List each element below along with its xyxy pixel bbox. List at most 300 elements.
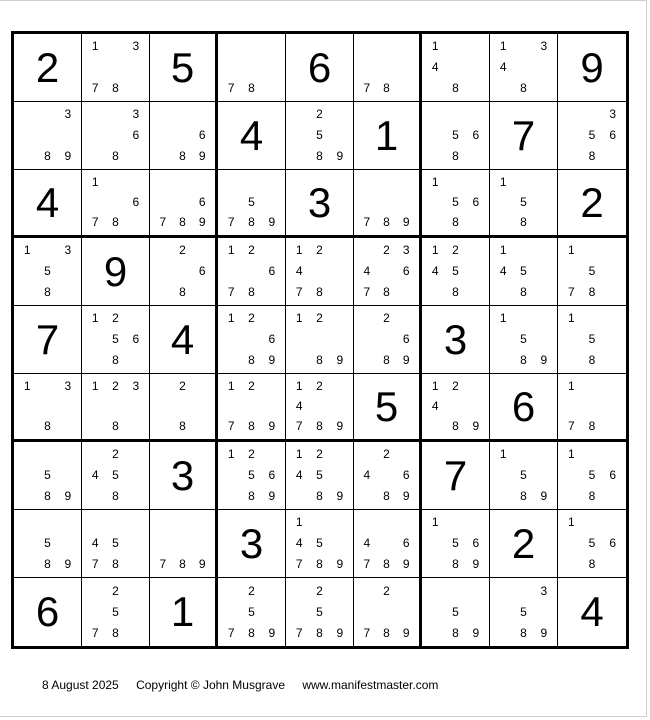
candidate-digit <box>85 192 105 212</box>
given-digit: 2 <box>35 43 60 91</box>
candidate-digit: 8 <box>452 148 459 163</box>
candidate-digit <box>192 396 212 416</box>
candidate-digit: 8 <box>112 419 119 433</box>
candidate-digit: 9 <box>336 488 344 503</box>
candidate-digit: 9 <box>64 488 72 503</box>
sudoku-cell[interactable] <box>422 102 490 170</box>
candidate-digit <box>396 601 416 622</box>
candidate-digit: 2 <box>316 107 323 122</box>
sudoku-cell[interactable] <box>286 238 354 306</box>
sudoku-cell[interactable] <box>558 374 626 442</box>
candidate-digit <box>466 396 486 416</box>
candidate-digit: 1 <box>227 379 235 393</box>
sudoku-cell[interactable] <box>422 510 490 578</box>
candidate-digit: 9 <box>402 556 410 571</box>
candidate-digit <box>289 145 309 166</box>
candidate-digit: 6 <box>402 467 410 482</box>
candidate-digit: 8 <box>452 625 459 640</box>
candidate-digit <box>330 329 350 350</box>
candidate-digit <box>466 36 486 57</box>
candidate-digit <box>37 396 57 416</box>
given-digit: 1 <box>170 588 195 635</box>
candidate-digit <box>582 396 603 416</box>
candidate-grid <box>85 308 146 370</box>
candidate-digit: 9 <box>198 148 206 163</box>
candidate-digit: 5 <box>248 467 255 482</box>
candidate-digit <box>357 172 377 192</box>
candidate-digit <box>377 329 397 350</box>
sudoku-cell[interactable] <box>422 442 490 510</box>
candidate-grid <box>289 376 350 436</box>
candidate-digit <box>466 104 486 125</box>
candidate-digit <box>37 240 57 261</box>
candidate-digit <box>425 553 445 574</box>
sudoku-cell[interactable] <box>82 238 150 306</box>
sudoku-cell[interactable] <box>82 374 150 442</box>
sudoku-cell[interactable] <box>14 34 82 102</box>
candidate-digit <box>105 396 125 416</box>
candidate-digit: 5 <box>452 263 459 278</box>
sudoku-cell[interactable] <box>354 306 422 374</box>
candidate-digit: 3 <box>402 243 410 258</box>
sudoku-cell[interactable] <box>490 170 558 238</box>
candidate-grid <box>425 580 486 643</box>
candidate-digit: 7 <box>91 80 99 95</box>
candidate-digit <box>85 145 105 166</box>
candidate-grid <box>221 376 282 436</box>
candidate-digit <box>221 261 241 282</box>
given-digit: 3 <box>443 315 468 363</box>
candidate-digit: 8 <box>588 419 596 433</box>
sudoku-cell[interactable] <box>82 34 150 102</box>
candidate-digit: 1 <box>499 39 507 54</box>
given-digit: 5 <box>170 43 195 91</box>
sudoku-cell[interactable] <box>354 34 422 102</box>
candidate-digit <box>126 601 146 622</box>
sudoku-cell[interactable] <box>82 306 150 374</box>
sudoku-cell[interactable] <box>218 170 286 238</box>
candidate-digit <box>466 172 486 192</box>
candidate-digit <box>153 533 173 554</box>
sudoku-cell[interactable] <box>558 238 626 306</box>
candidate-digit: 5 <box>112 535 119 550</box>
candidate-digit <box>445 172 465 192</box>
candidate-digit <box>126 485 146 506</box>
sudoku-cell[interactable] <box>218 306 286 374</box>
candidate-digit <box>153 281 173 302</box>
candidate-digit <box>466 77 486 98</box>
candidate-grid <box>425 36 486 98</box>
candidate-digit: 2 <box>316 311 323 326</box>
sudoku-cell[interactable] <box>218 238 286 306</box>
given-digit: 2 <box>511 519 536 567</box>
candidate-digit: 8 <box>112 556 119 571</box>
sudoku-cell[interactable] <box>218 578 286 646</box>
sudoku-cell[interactable] <box>218 102 286 170</box>
candidate-digit <box>262 580 282 601</box>
candidate-digit <box>445 512 465 533</box>
candidate-digit <box>513 580 533 601</box>
candidate-digit: 1 <box>431 243 439 258</box>
candidate-digit <box>153 145 173 166</box>
candidate-digit <box>105 192 125 212</box>
candidate-digit <box>330 281 350 302</box>
sudoku-cell[interactable] <box>218 510 286 578</box>
sudoku-cell[interactable] <box>218 34 286 102</box>
sudoku-cell[interactable] <box>150 374 218 442</box>
candidate-digit <box>17 533 37 554</box>
sudoku-cell[interactable] <box>150 34 218 102</box>
candidate-grid <box>561 104 623 166</box>
candidate-grid <box>85 444 146 506</box>
candidate-digit: 5 <box>520 467 527 482</box>
candidate-digit <box>357 308 377 329</box>
sudoku-cell[interactable] <box>286 170 354 238</box>
candidate-digit: 6 <box>472 195 480 209</box>
candidate-digit <box>330 444 350 465</box>
sudoku-cell[interactable] <box>558 306 626 374</box>
candidate-digit <box>445 36 465 57</box>
sudoku-cell[interactable] <box>218 442 286 510</box>
candidate-digit: 1 <box>23 243 31 258</box>
sudoku-cell[interactable] <box>490 578 558 646</box>
candidate-digit <box>377 192 397 212</box>
candidate-digit: 7 <box>295 419 303 433</box>
candidate-grid <box>153 172 212 232</box>
candidate-digit: 8 <box>452 556 459 571</box>
candidate-digit <box>105 125 125 146</box>
candidate-digit <box>330 104 350 125</box>
candidate-digit: 1 <box>91 379 99 393</box>
sudoku-cell[interactable] <box>150 306 218 374</box>
sudoku-cell[interactable] <box>422 238 490 306</box>
sudoku-cell[interactable] <box>14 170 82 238</box>
candidate-digit <box>377 57 397 78</box>
candidate-digit <box>377 512 397 533</box>
candidate-digit <box>17 145 37 166</box>
candidate-digit: 9 <box>198 556 206 571</box>
sudoku-cell[interactable] <box>558 102 626 170</box>
sudoku-cell[interactable] <box>286 102 354 170</box>
sudoku-cell[interactable] <box>354 442 422 510</box>
sudoku-cell[interactable] <box>286 306 354 374</box>
candidate-digit: 6 <box>132 331 140 346</box>
candidate-grid <box>221 36 282 98</box>
sudoku-cell[interactable] <box>218 374 286 442</box>
sudoku-cell[interactable] <box>150 170 218 238</box>
candidate-digit <box>221 192 241 212</box>
candidate-digit <box>17 281 37 302</box>
candidate-digit <box>192 376 212 396</box>
candidate-digit <box>357 329 377 350</box>
candidate-digit <box>37 376 57 396</box>
candidate-digit: 6 <box>609 535 616 550</box>
candidate-digit: 9 <box>64 556 72 571</box>
candidate-grid <box>493 444 554 506</box>
candidate-digit: 8 <box>112 625 119 640</box>
candidate-digit: 8 <box>316 284 323 299</box>
candidate-digit: 1 <box>91 311 99 326</box>
sudoku-cell[interactable] <box>286 34 354 102</box>
sudoku-cell[interactable] <box>558 34 626 102</box>
sudoku-cell[interactable] <box>422 306 490 374</box>
sudoku-cell[interactable] <box>286 374 354 442</box>
candidate-grid <box>153 240 212 302</box>
sudoku-cell[interactable] <box>354 578 422 646</box>
sudoku-cell[interactable] <box>422 170 490 238</box>
candidate-digit <box>105 104 125 125</box>
sudoku-cell[interactable] <box>490 238 558 306</box>
candidate-digit <box>105 36 125 57</box>
candidate-digit: 8 <box>520 488 527 503</box>
candidate-digit: 4 <box>91 535 99 550</box>
candidate-digit: 7 <box>363 625 371 640</box>
sudoku-cell[interactable] <box>82 578 150 646</box>
candidate-digit <box>377 261 397 282</box>
given-digit: 6 <box>35 588 60 635</box>
sudoku-cell[interactable] <box>490 374 558 442</box>
candidate-digit: 8 <box>44 148 51 163</box>
candidate-digit: 4 <box>499 263 507 278</box>
candidate-digit: 8 <box>520 284 527 299</box>
sudoku-cell[interactable] <box>558 442 626 510</box>
candidate-digit: 5 <box>588 263 596 278</box>
candidate-digit <box>126 553 146 574</box>
candidate-digit: 3 <box>132 107 140 122</box>
sudoku-cell[interactable] <box>354 102 422 170</box>
candidate-digit: 2 <box>179 243 186 258</box>
candidate-digit <box>289 485 309 506</box>
candidate-digit <box>466 212 486 232</box>
sudoku-cell[interactable] <box>150 578 218 646</box>
candidate-digit <box>513 444 533 465</box>
candidate-digit <box>126 465 146 486</box>
candidate-digit: 8 <box>383 556 390 571</box>
candidate-grid <box>153 376 212 436</box>
candidate-digit: 4 <box>431 263 439 278</box>
sudoku-cell[interactable] <box>286 510 354 578</box>
given-digit: 4 <box>580 588 604 635</box>
sudoku-cell[interactable] <box>14 102 82 170</box>
candidate-digit <box>173 192 193 212</box>
candidate-digit: 6 <box>132 127 140 142</box>
candidate-digit <box>262 396 282 416</box>
sudoku-cell[interactable] <box>422 34 490 102</box>
candidate-digit: 9 <box>64 148 72 163</box>
candidate-digit: 2 <box>112 583 119 598</box>
candidate-digit <box>126 396 146 416</box>
sudoku-cell[interactable] <box>354 170 422 238</box>
candidate-digit <box>58 512 78 533</box>
candidate-digit: 9 <box>472 556 480 571</box>
candidate-digit <box>425 533 445 554</box>
candidate-digit <box>192 416 212 436</box>
sudoku-cell[interactable] <box>82 170 150 238</box>
given-digit: 3 <box>239 519 264 567</box>
sudoku-cell[interactable] <box>14 238 82 306</box>
candidate-digit <box>85 329 105 350</box>
sudoku-cell[interactable] <box>14 442 82 510</box>
candidate-grid <box>17 512 78 574</box>
sudoku-cell[interactable] <box>490 442 558 510</box>
candidate-digit <box>309 512 329 533</box>
sudoku-cell[interactable] <box>150 102 218 170</box>
candidate-digit <box>153 240 173 261</box>
candidate-digit <box>105 57 125 78</box>
candidate-digit: 2 <box>452 243 459 258</box>
sudoku-cell[interactable] <box>558 578 626 646</box>
candidate-digit: 1 <box>23 379 31 393</box>
candidate-digit: 8 <box>383 488 390 503</box>
candidate-digit <box>396 77 416 98</box>
candidate-digit <box>377 601 397 622</box>
candidate-grid <box>561 376 623 436</box>
candidate-digit <box>425 281 445 302</box>
candidate-digit <box>466 601 486 622</box>
candidate-digit <box>192 240 212 261</box>
candidate-digit: 8 <box>316 625 323 640</box>
candidate-grid <box>17 376 78 436</box>
candidate-digit: 2 <box>316 583 323 598</box>
candidate-digit: 1 <box>499 243 507 258</box>
candidate-digit: 3 <box>540 583 548 598</box>
sudoku-cell[interactable] <box>490 34 558 102</box>
candidate-digit <box>221 329 241 350</box>
candidate-digit <box>357 349 377 370</box>
candidate-digit <box>173 125 193 146</box>
candidate-digit: 2 <box>248 447 255 462</box>
footer <box>42 678 452 692</box>
candidate-digit: 5 <box>588 331 596 346</box>
candidate-digit <box>493 212 513 232</box>
sudoku-cell[interactable] <box>422 374 490 442</box>
candidate-digit <box>602 376 623 396</box>
candidate-digit: 2 <box>383 311 390 326</box>
sudoku-cell[interactable] <box>82 510 150 578</box>
candidate-digit: 4 <box>295 263 303 278</box>
sudoku-cell[interactable] <box>14 510 82 578</box>
candidate-digit: 8 <box>316 419 323 433</box>
candidate-digit <box>262 444 282 465</box>
candidate-digit <box>262 601 282 622</box>
candidate-digit <box>493 77 513 98</box>
sudoku-cell[interactable] <box>490 102 558 170</box>
candidate-digit <box>173 261 193 282</box>
footer-copyright: Copyright © John Musgrave <box>136 678 285 692</box>
sudoku-cell[interactable] <box>14 578 82 646</box>
candidate-digit <box>330 601 350 622</box>
candidate-digit <box>105 172 125 192</box>
candidate-digit <box>466 281 486 302</box>
candidate-digit <box>241 329 261 350</box>
candidate-digit <box>425 125 445 146</box>
sudoku-cell[interactable] <box>286 578 354 646</box>
given-digit: 7 <box>443 451 468 499</box>
candidate-digit <box>192 104 212 125</box>
candidate-digit <box>602 396 623 416</box>
candidate-digit <box>153 125 173 146</box>
candidate-digit <box>153 396 173 416</box>
candidate-digit: 6 <box>472 127 480 142</box>
candidate-digit <box>58 416 78 436</box>
candidate-digit: 8 <box>316 148 323 163</box>
candidate-digit: 7 <box>227 625 235 640</box>
candidate-digit <box>534 329 554 350</box>
sudoku-cell[interactable] <box>14 374 82 442</box>
candidate-grid <box>357 512 416 574</box>
candidate-digit: 8 <box>588 488 596 503</box>
candidate-digit <box>262 240 282 261</box>
candidate-digit: 2 <box>112 311 119 326</box>
candidate-digit <box>58 465 78 486</box>
candidate-digit <box>58 261 78 282</box>
candidate-digit: 5 <box>452 127 459 142</box>
candidate-digit <box>85 601 105 622</box>
candidate-digit: 3 <box>540 39 548 54</box>
candidate-digit: 6 <box>402 331 410 346</box>
candidate-digit: 5 <box>248 195 255 209</box>
candidate-digit <box>289 104 309 125</box>
candidate-digit: 6 <box>268 263 276 278</box>
candidate-digit: 3 <box>132 379 140 393</box>
candidate-digit: 4 <box>499 59 507 74</box>
sudoku-cell[interactable] <box>354 238 422 306</box>
candidate-digit: 5 <box>588 127 596 142</box>
candidate-digit <box>561 553 582 574</box>
candidate-digit <box>534 465 554 486</box>
sudoku-cell[interactable] <box>490 510 558 578</box>
sudoku-cell[interactable] <box>82 442 150 510</box>
sudoku-cell[interactable] <box>558 510 626 578</box>
candidate-digit: 5 <box>44 263 51 278</box>
sudoku-cell[interactable] <box>150 238 218 306</box>
candidate-digit: 5 <box>316 467 323 482</box>
candidate-digit <box>357 57 377 78</box>
candidate-digit: 7 <box>363 556 371 571</box>
candidate-digit <box>17 396 37 416</box>
candidate-digit <box>561 329 582 350</box>
candidate-digit: 5 <box>112 331 119 346</box>
sudoku-cell[interactable] <box>490 306 558 374</box>
candidate-digit <box>221 349 241 370</box>
candidate-grid <box>221 240 282 302</box>
candidate-digit <box>534 444 554 465</box>
sudoku-cell[interactable] <box>558 170 626 238</box>
candidate-digit <box>377 36 397 57</box>
sudoku-cell[interactable] <box>286 442 354 510</box>
candidate-digit: 4 <box>295 467 303 482</box>
candidate-digit <box>357 580 377 601</box>
sudoku-cell[interactable] <box>150 510 218 578</box>
sudoku-cell[interactable] <box>82 102 150 170</box>
candidate-digit: 5 <box>44 467 51 482</box>
sudoku-cell[interactable] <box>354 510 422 578</box>
sudoku-cell[interactable] <box>14 306 82 374</box>
sudoku-cell[interactable] <box>354 374 422 442</box>
candidate-digit: 8 <box>383 352 390 367</box>
sudoku-cell[interactable] <box>150 442 218 510</box>
candidate-digit: 8 <box>520 215 527 229</box>
candidate-digit: 1 <box>295 243 303 258</box>
candidate-digit: 8 <box>316 352 323 367</box>
sudoku-cell[interactable] <box>422 578 490 646</box>
candidate-digit <box>602 281 623 302</box>
candidate-digit: 8 <box>316 488 323 503</box>
candidate-digit <box>561 145 582 166</box>
candidate-digit: 5 <box>316 604 323 619</box>
candidate-digit: 7 <box>227 284 235 299</box>
candidate-digit: 1 <box>567 243 575 258</box>
